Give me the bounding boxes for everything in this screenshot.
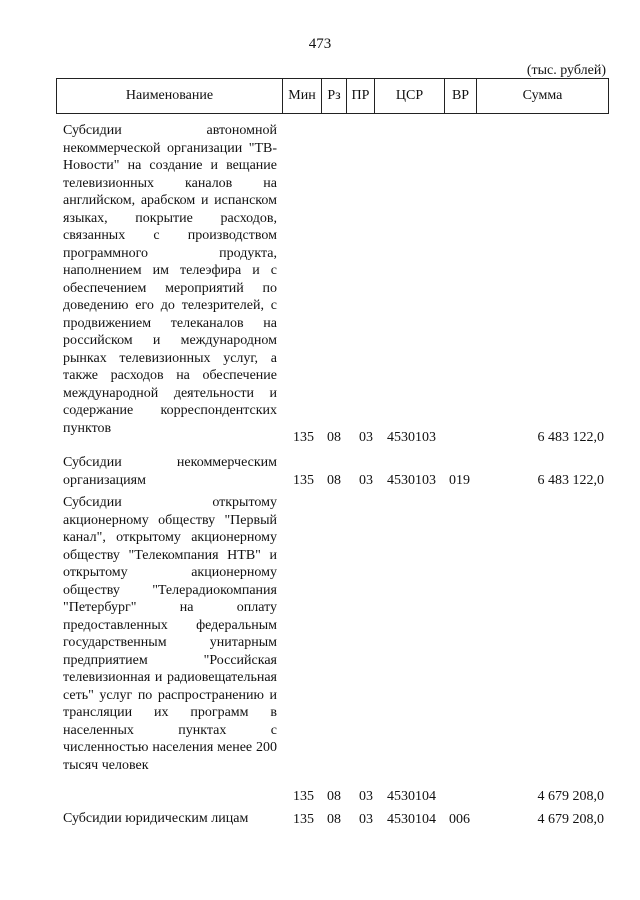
row-csr: 4530103: [387, 472, 436, 488]
table-row: [0, 494, 640, 805]
page-number: 473: [308, 36, 332, 52]
row-csr: 4530104: [387, 788, 436, 804]
row-sum: 6 483 122,0: [537, 429, 604, 445]
table-header: [56, 78, 609, 114]
row-min: 135: [293, 472, 314, 488]
row-min: 135: [293, 811, 314, 827]
row-csr: 4530103: [387, 429, 436, 445]
row-rz: 08: [327, 472, 341, 488]
row-name: Субсидии юридическим лицам: [63, 811, 249, 826]
row-pr: 03: [359, 429, 373, 445]
row-name: Субсидии открытому акционерному обществу "Первый канал", открытому акционерному обществу "Телекомпания НТВ" и открытому акционерному обществу "Телерадиокомпания "Петербург" на оплату предоставленных федеральным государственным унитарным предприятием "Российская телевизионная и радиовещательная сеть" услуг по распространению и трансляции их программ в населенных пунктах с численностью населения менее 200 тысяч человек: [63, 495, 277, 773]
row-name: Субсидии некоммерческим организациям: [63, 455, 277, 488]
row-min: 135: [293, 788, 314, 804]
header-min: Мин: [282, 79, 321, 113]
row-pr: 03: [359, 788, 373, 804]
row-min: 135: [293, 429, 314, 445]
row-sum: 4 679 208,0: [537, 788, 604, 804]
header-rz: Рз: [321, 79, 346, 113]
table-row: [0, 122, 640, 446]
row-sum: 6 483 122,0: [537, 472, 604, 488]
row-rz: 08: [327, 788, 341, 804]
table-row: [0, 454, 640, 489]
row-rz: 08: [327, 811, 341, 827]
header-pr: ПР: [346, 79, 374, 113]
header-sum: Сумма: [476, 79, 608, 113]
row-sum: 4 679 208,0: [537, 811, 604, 827]
row-vr: 006: [449, 811, 470, 827]
units-label: (тыс. рублей): [526, 63, 606, 78]
header-csr: ЦСР: [374, 79, 444, 113]
row-vr: 019: [449, 472, 470, 488]
table-row: [0, 810, 640, 828]
row-pr: 03: [359, 811, 373, 827]
row-pr: 03: [359, 472, 373, 488]
header-vr: ВР: [444, 79, 476, 113]
row-name: Субсидии автономной некоммерческой организации "ТВ-Новости" на создание и вещание телевизионных каналов на английском, арабском и испанском языках, покрытие расходов, связанных с производством программного продукта, наполнением им телеэфира и с обеспечением мероприятий по доведению его до телезрителей, с продвижением телеканалов на российском и международном рынках телевизионных услуг, а также расходов на обеспечение международной деятельности и содержание корреспондентских пунктов: [63, 123, 277, 436]
row-rz: 08: [327, 429, 341, 445]
row-csr: 4530104: [387, 811, 436, 827]
header-name: Наименование: [125, 88, 214, 103]
